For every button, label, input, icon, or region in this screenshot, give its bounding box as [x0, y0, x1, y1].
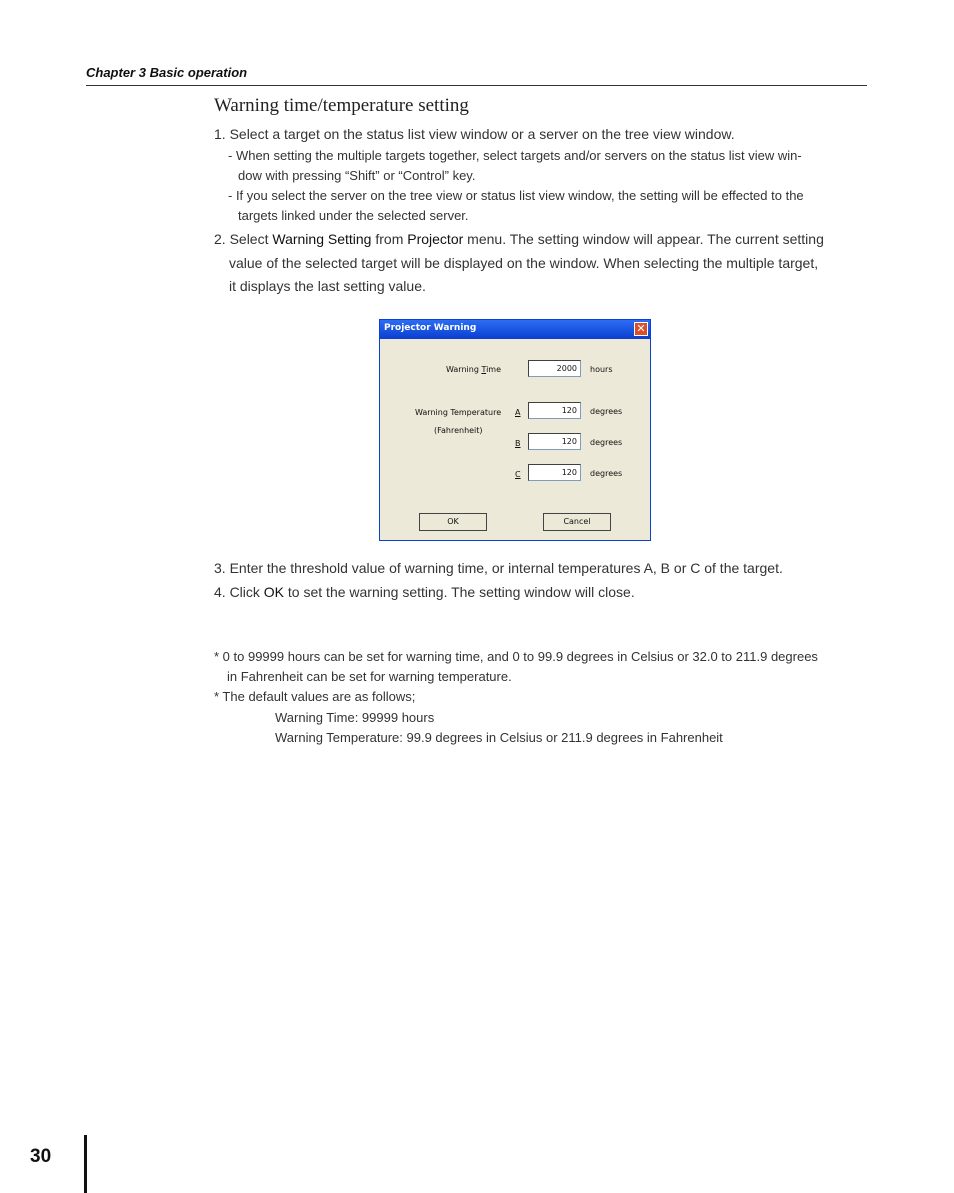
temp-b-unit: degrees	[590, 438, 623, 447]
warning-time-unit: hours	[590, 365, 613, 374]
step-2-line-2: value of the selected target will be displayed on the window. When selecting the multiple target,	[229, 255, 819, 271]
temp-a-label: A	[515, 408, 521, 417]
step-2-menu-item: Warning Setting	[272, 231, 372, 247]
step-2-line-3: it displays the last setting value.	[229, 278, 426, 294]
warning-time-input[interactable]	[528, 360, 581, 377]
note-2: * The default values are as follows;	[214, 689, 416, 704]
temp-c-input[interactable]	[528, 464, 581, 481]
step-4	[214, 584, 635, 600]
section-title: Warning time/temperature setting	[214, 95, 469, 116]
fahrenheit-label: (Fahrenheit)	[434, 426, 483, 435]
step-3: 3. Enter the threshold value of warning time, or internal temperatures A, B or C of the target.	[214, 560, 783, 576]
step-1-note-2-line-2: targets linked under the selected server.	[238, 208, 469, 223]
dialog-titlebar	[380, 320, 650, 339]
warning-time-label-post: ime	[486, 365, 502, 374]
note-1-line-2: in Fahrenheit can be set for warning temperature.	[227, 669, 512, 684]
ok-button[interactable]: OK	[419, 513, 487, 531]
step-1: 1. Select a target on the status list view window or a server on the tree view window.	[214, 126, 735, 142]
step-2-mid: from	[375, 231, 404, 247]
step-2-line-1	[214, 231, 824, 247]
warning-temperature-label: Warning Temperature	[415, 408, 502, 417]
default-warning-time: Warning Time: 99999 hours	[275, 710, 435, 725]
cancel-button[interactable]: Cancel	[543, 513, 611, 531]
page-bar	[84, 1135, 87, 1193]
chapter-header: Chapter 3 Basic operation	[86, 65, 248, 80]
step-1-note-1-line-1: - When setting the multiple targets together, select targets and/or servers on the status list view win-	[228, 148, 802, 163]
temp-a-unit: degrees	[590, 407, 623, 416]
default-warning-temperature: Warning Temperature: 99.9 degrees in Celsius or 211.9 degrees in Fahrenheit	[275, 730, 723, 745]
step-2-prefix: 2. Select	[214, 231, 269, 247]
step-2-rest: menu. The setting window will appear. The current setting	[467, 231, 824, 247]
dialog-title: Projector Warning	[384, 323, 477, 333]
temp-a-input[interactable]	[528, 402, 581, 419]
warning-time-label-accel: T	[481, 365, 487, 374]
temp-b-input[interactable]	[528, 433, 581, 450]
step-1-note-1-line-2: dow with pressing “Shift” or “Control” key.	[238, 168, 476, 183]
step-4-button-ref: OK	[263, 584, 285, 600]
step-4-prefix: 4. Click	[214, 584, 260, 600]
warning-time-label-pre: Warning	[446, 365, 482, 374]
page-number: 30	[30, 1146, 52, 1167]
header-rule	[86, 85, 867, 86]
warning-time-label	[446, 365, 501, 374]
temp-c-unit: degrees	[590, 469, 623, 478]
step-2-menu: Projector	[407, 231, 464, 247]
step-1-note-2-line-1: - If you select the server on the tree view or status list view window, the setting will be effected to the	[228, 188, 804, 203]
projector-warning-dialog	[379, 319, 651, 541]
note-1-line-1: * 0 to 99999 hours can be set for warning time, and 0 to 99.9 degrees in Celsius or 32.0 to 211.9 degrees	[214, 649, 818, 664]
close-icon[interactable]: ✕	[634, 322, 648, 336]
step-4-rest: to set the warning setting. The setting window will close.	[287, 584, 635, 600]
temp-b-label: B	[515, 439, 521, 448]
temp-c-label: C	[515, 470, 521, 479]
